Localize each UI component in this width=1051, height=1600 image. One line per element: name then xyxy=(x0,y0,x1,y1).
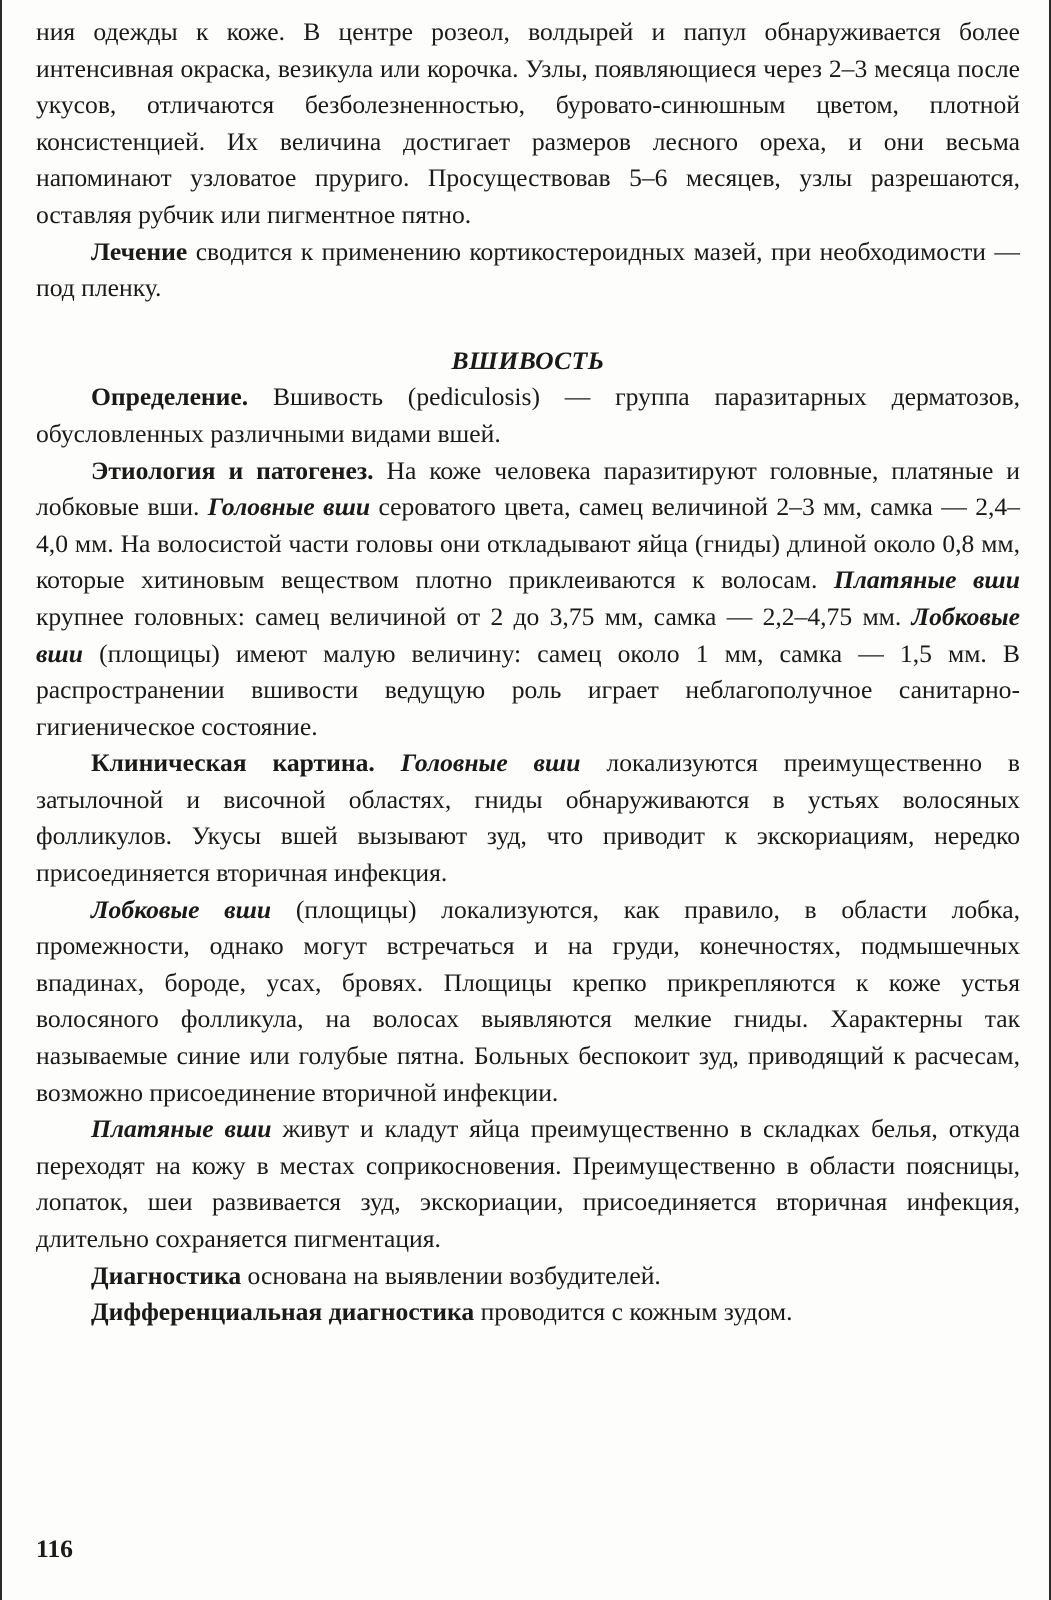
differential-paragraph xyxy=(36,1294,1020,1331)
diagnostics-term: Диагностика xyxy=(91,1260,242,1290)
etiology-term: Этиология и патогенез. xyxy=(91,455,374,485)
page-text xyxy=(36,14,1020,1331)
clinical-text: локализуются преимущественно в затылочной и височной областях, гниды обнаруживаются в устьях волосяных фолликулов. Укусы вшей вызывают зуд, что приводит к экскориациям, нередко присоединяется вторичная инфекция. xyxy=(36,748,1020,888)
body-lice-term: Платяные вши xyxy=(91,1114,272,1144)
body-lice-paragraph xyxy=(36,1111,1020,1257)
section-title: ВШИВОСТЬ xyxy=(451,345,605,375)
section-spacer xyxy=(36,307,1020,343)
etiology-pubic-lice: Лобковые вши xyxy=(36,601,1020,668)
definition-text: Вшивость (pediculosis) — группа паразитарных дерматозов, обусловленных различными видами вшей. xyxy=(36,382,1020,448)
etiology-text-3: крупнее головных: самец величиной от 2 до 3,75 мм, самка — 2,2–4,75 мм. xyxy=(36,601,912,631)
clinical-head-lice: Головные вши xyxy=(400,748,581,778)
diagnostics-paragraph xyxy=(36,1258,1020,1295)
clinical-term: Клиническая картина. xyxy=(91,748,375,778)
differential-text: проводится с кожным зудом. xyxy=(474,1297,793,1327)
treatment-term: Лечение xyxy=(91,236,188,266)
continuation-paragraph: ния одежды к коже. В центре розеол, волдырей и папул обнаруживается более интенсивная окраска, везикула или корочка. Узлы, появляющиеся через 2–3 месяца после укусов, отличаются безболезненностью, буровато-синюшным цветом, плотной консистенцией. Их величина достигает размеров лесного ореха, и они весьма напоминают узловатое пруриго. Просуществовав 5–6 месяцев, узлы разрешаются, оставляя рубчик или пигментное пятно. xyxy=(36,17,1020,229)
pubic-lice-paragraph xyxy=(36,892,1020,1112)
etiology-text-4: (площицы) имеют малую величину: самец около 1 мм, самка — 1,5 мм. В распространении вшивости ведущую роль играет неблагополучное санитарно-гигиеническое состояние. xyxy=(36,638,1020,741)
etiology-head-lice: Головные вши xyxy=(207,492,371,522)
treatment-paragraph xyxy=(36,234,1020,307)
etiology-text-1: На коже человека паразитируют головные, платяные и лобковые вши. xyxy=(36,455,1020,522)
etiology-text-2: сероватого цвета, самец величиной 2–3 мм, самка — 2,4–4,0 мм. На волосистой части головы они откладывают яйца (гниды) длиной около 0,8 мм, которые хитиновым веществом плотно приклеиваются к волосам. xyxy=(36,492,1020,595)
differential-term: Дифференциальная диагностика xyxy=(91,1297,475,1327)
diagnostics-text: основана на выявлении возбудителей. xyxy=(241,1260,661,1290)
pubic-lice-term: Лобковые вши xyxy=(91,894,272,924)
treatment-text: сводится к применению кортикостероидных мазей, при необходимости — под пленку. xyxy=(36,236,1020,303)
definition-paragraph xyxy=(36,379,1020,452)
page-number: 116 xyxy=(36,1534,73,1563)
etiology-paragraph xyxy=(36,453,1020,746)
etiology-body-lice: Платяные вши xyxy=(833,565,1020,595)
definition-term: Определение. xyxy=(91,382,249,412)
body-lice-text: живут и кладут яйца преимущественно в складках белья, откуда переходят на кожу в местах соприкосновения. Преимущественно в области поясницы, лопаток, шеи развивается зуд, экскориации, присоединяется вторичная инфекция, длительно сохраняется пигментация. xyxy=(36,1114,1020,1253)
clinical-paragraph xyxy=(36,745,1020,891)
pubic-lice-text: (площицы) локализуются, как правило, в области лобка, промежности, однако могут встречаться и на груди, конечностях, подмышечных впадинах, бороде, усах, бровях. Площицы крепко прикрепляются к коже устья волосяного фолликула, на волосах выявляются мелкие гниды. Характерны так называемые синие или голубые пятна. Больных беспокоит зуд, приводящий к расчесам, возможно присоединение вторичной инфекции. xyxy=(36,894,1020,1107)
